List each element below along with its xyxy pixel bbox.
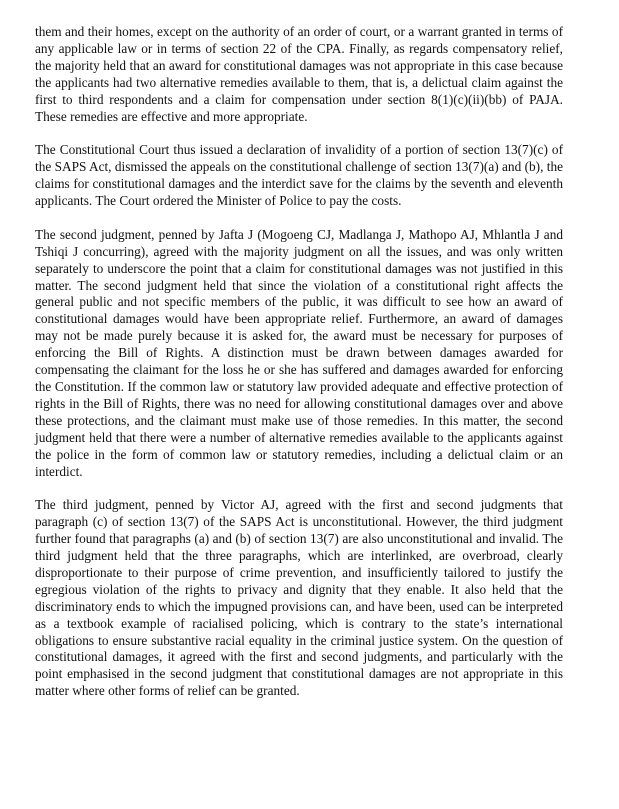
document-page bbox=[35, 24, 563, 700]
paragraph-majority-relief: them and their homes, except on the authority of an order of court, or a warrant granted in terms of any applicable law or in terms of section 22 of the CPA. Finally, as regards compensatory relief, the majority held that an award for constitutional damages was not appropriate in this case because the applicants had two alternative remedies available to them, that is, a delictual claim against the first to third respondents and a claim for compensation under section 8(1)(c)(ii)(bb) of PAJA. These remedies are effective and more appropriate. bbox=[35, 24, 563, 124]
paragraph-court-order: The Constitutional Court thus issued a declaration of invalidity of a portion of section 13(7)(c) of the SAPS Act, dismissed the appeals on the constitutional challenge of section 13(7)(a) and (b), the claims for constitutional damages and the interdict save for the claims by the seventh and eleventh applicants. The Court ordered the Minister of Police to pay the costs. bbox=[35, 142, 563, 209]
paragraph-third-judgment: The third judgment, penned by Victor AJ, agreed with the first and second judgments that paragraph (c) of section 13(7) of the SAPS Act is unconstitutional. However, the third judgment further found that paragraphs (a) and (b) of section 13(7) are also unconstitutional and invalid. The third judgment held that the three paragraphs, which are interlinked, are overbroad, clearly disproportionate to their purpose of crime prevention, and insufficiently tailored to justify the egregious violation of the rights to privacy and dignity that they enable. It also held that the discriminatory ends to which the impugned provisions can, and have been, used can be interpreted as a textbook example of racialised policing, which is contrary to the state’s international obligations to ensure substantive racial equality in the criminal justice system. On the question of constitutional damages, it agreed with the first and second judgments, and particularly with the point emphasised in the second judgment that constitutional damages are not appropriate in this matter where other forms of relief can be granted. bbox=[35, 497, 563, 699]
paragraph-second-judgment: The second judgment, penned by Jafta J (Mogoeng CJ, Madlanga J, Mathopo AJ, Mhlantla J and Tshiqi J concurring), agreed with the majority judgment on all the issues, and was only written separately to underscore the point that a claim for constitutional damages was not justified in this matter. The second judgment held that since the violation of a constitutional right affects the general public and not specific members of the public, it was difficult to see how an award of constitutional damages would have been appropriate relief. Furthermore, an award of damages may not be made purely because it is asked for, the award must be necessary for purposes of enforcing the Bill of Rights. A distinction must be drawn between damages awarded for compensating the claimant for the loss he or she has suffered and damages awarded for enforcing the Constitution. If the common law or statutory law provided adequate and effective protection of rights in the Bill of Rights, there was no need for allowing constitutional damages over and above these protections, and the claimant must make use of those remedies. In this matter, the second judgment held that there were a number of alternative remedies available to the applicants against the police in the form of common law or statutory remedies, including a delictual claim or an interdict. bbox=[35, 226, 563, 479]
